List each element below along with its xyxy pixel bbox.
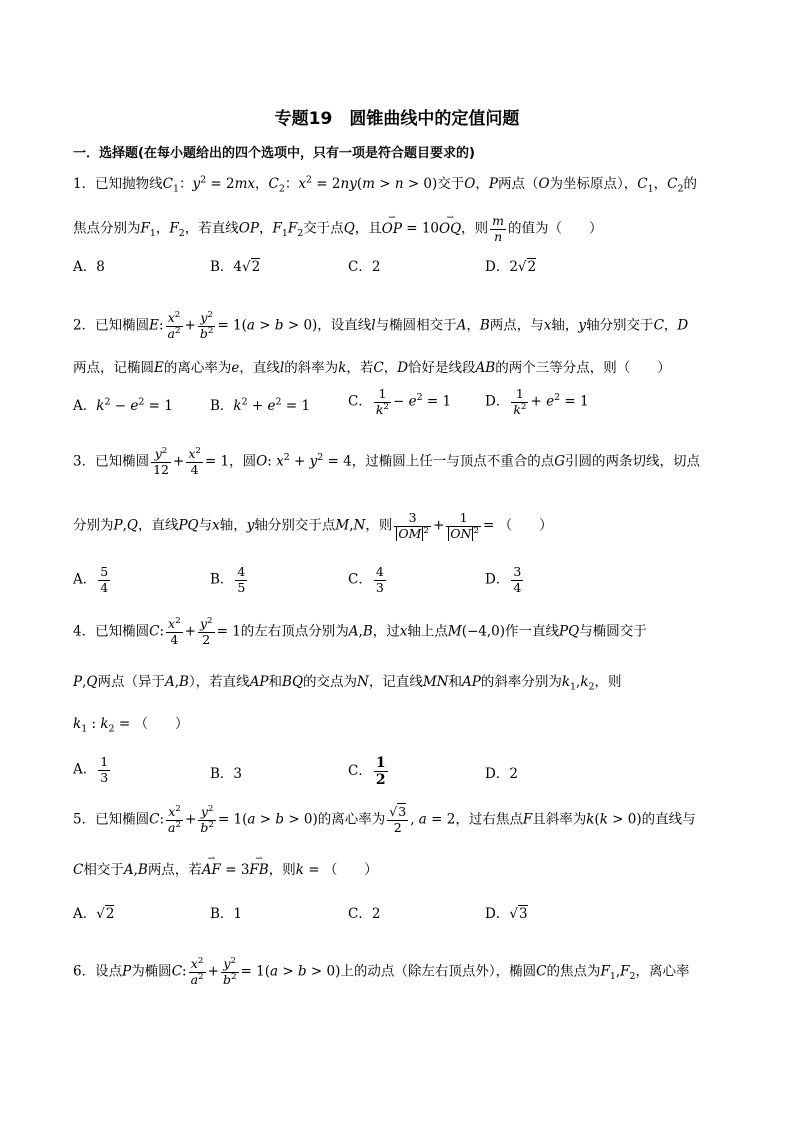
option-a[interactable]: A． $\frac{5}{4}$ [73, 564, 109, 595]
option-b[interactable]: B． $\frac{4}{5}$ [210, 564, 246, 595]
option-d[interactable]: D．√3 [485, 906, 528, 922]
question-3-line-1: 3．已知椭圆 $\frac{y^2}{12}$ + $\frac{x^2}{4}$ = 1，圆O: $x^2 + y^2 = 4$，过椭圆上任一与顶点不重合的点G引圆的两条切线，切点 [73, 445, 701, 477]
question-2-line-1: 2．已知椭圆E: $\frac{x^2}{a^2}$ + $\frac{y^2}{b^2}$ = 1(a > b > 0)，设直线l与椭圆相交于A，B两点，与x轴，y轴分别交于C，D [73, 309, 689, 341]
question-4-line-2: P,Q两点（异于A,B），若直线AP和BQ的交点为N，记直线MN和AP的斜率分别为$k_1,k_2$，则 [73, 674, 622, 693]
page-title: 专题19 圆锥曲线中的定值问题 [274, 109, 520, 129]
option-b[interactable]: B．3 [210, 766, 243, 782]
option-d[interactable]: D．2√2 [485, 259, 537, 275]
option-a[interactable]: A．$k^2 - e^2 = 1$ [73, 396, 173, 414]
option-b[interactable]: B．1 [210, 906, 243, 922]
question-1-line-2: 焦点分别为$F_1$，$F_2$，若直线OP，$F_1F_2$交于点Q，且⇀ OP = 10⇀ OQ，则 $\frac{m}{n}$ 的值为（ ） [73, 215, 603, 243]
question-6-line-1: 6．设点P为椭圆C: $\frac{x^2}{a^2}$ + $\frac{y^2}{b^2}$ = 1(a > b > 0)上的动点（除左右顶点外），椭圆C的焦点为$F_1,F_2$，离心率 [73, 955, 690, 987]
option-d[interactable]: D． $\frac{3}{4}$ [485, 564, 522, 595]
option-a[interactable]: A．√2 [73, 906, 115, 922]
question-3-line-2: 分别为P,Q，直线PQ与x轴，y轴分别交于点M,N，则 $\frac{3}{OM ^2}$ + $\frac{1}{ON ^2}$ = （ ） [73, 510, 553, 541]
option-d[interactable]: D． $\frac{1}{k^2}$ + $e^2 = 1$ [485, 386, 589, 417]
question-4-line-3: $k_1$ : $k_2$ = （ ） [73, 716, 189, 735]
option-c[interactable]: C．2 [348, 906, 381, 922]
option-d[interactable]: D．2 [485, 766, 518, 782]
question-5-line-1: 5．已知椭圆C: $\frac{x^2}{a^2}$ + $\frac{y^2}{b^2}$ = 1(a > b > 0)的离心率为 $\frac{√3}{2}$ , a = 2，过右焦点F且斜率为k(k > 0)的直线与 [73, 803, 696, 835]
question-5-line-2: C相交于A,B两点，若⇀ AF = 3⇀ FB，则k = （ ） [73, 860, 378, 880]
option-b[interactable]: B．4√2 [210, 259, 261, 275]
question-4-line-1: 4．已知椭圆C: $\frac{x^2}{4}$ + $\frac{y^2}{2}$ = 1的左右顶点分别为A,B，过x轴上点M(−4,0)作一直线PQ与椭圆交于 [73, 615, 647, 647]
option-c[interactable]: C． $\frac{1}{2}$ [348, 755, 386, 788]
question-1-line-1: 1．已知抛物线$C_1$：$y^2 = 2mx$，$C_2$：$x^2 = 2ny(m > n > 0)$交于O，P两点（O为坐标原点），$C_1$，$C_2$的 [73, 174, 697, 195]
option-a[interactable]: A．8 [73, 259, 105, 275]
option-a[interactable]: A． $\frac{1}{3}$ [73, 754, 109, 785]
option-c[interactable]: C．2 [348, 259, 381, 275]
option-c[interactable]: C． $\frac{4}{3}$ [348, 564, 384, 595]
question-2-line-2: 两点，记椭圆E的离心率为e，直线l的斜率为k，若C，D恰好是线段AB的两个三等分点，则（ ） [73, 360, 671, 376]
option-c[interactable]: C． $\frac{1}{k^2}$ − $e^2 = 1$ [348, 386, 452, 417]
option-b[interactable]: B．$k^2 + e^2 = 1$ [210, 396, 311, 414]
section-heading: 一．选择题(在每小题给出的四个选项中，只有一项是符合题目要求的) [73, 146, 475, 161]
